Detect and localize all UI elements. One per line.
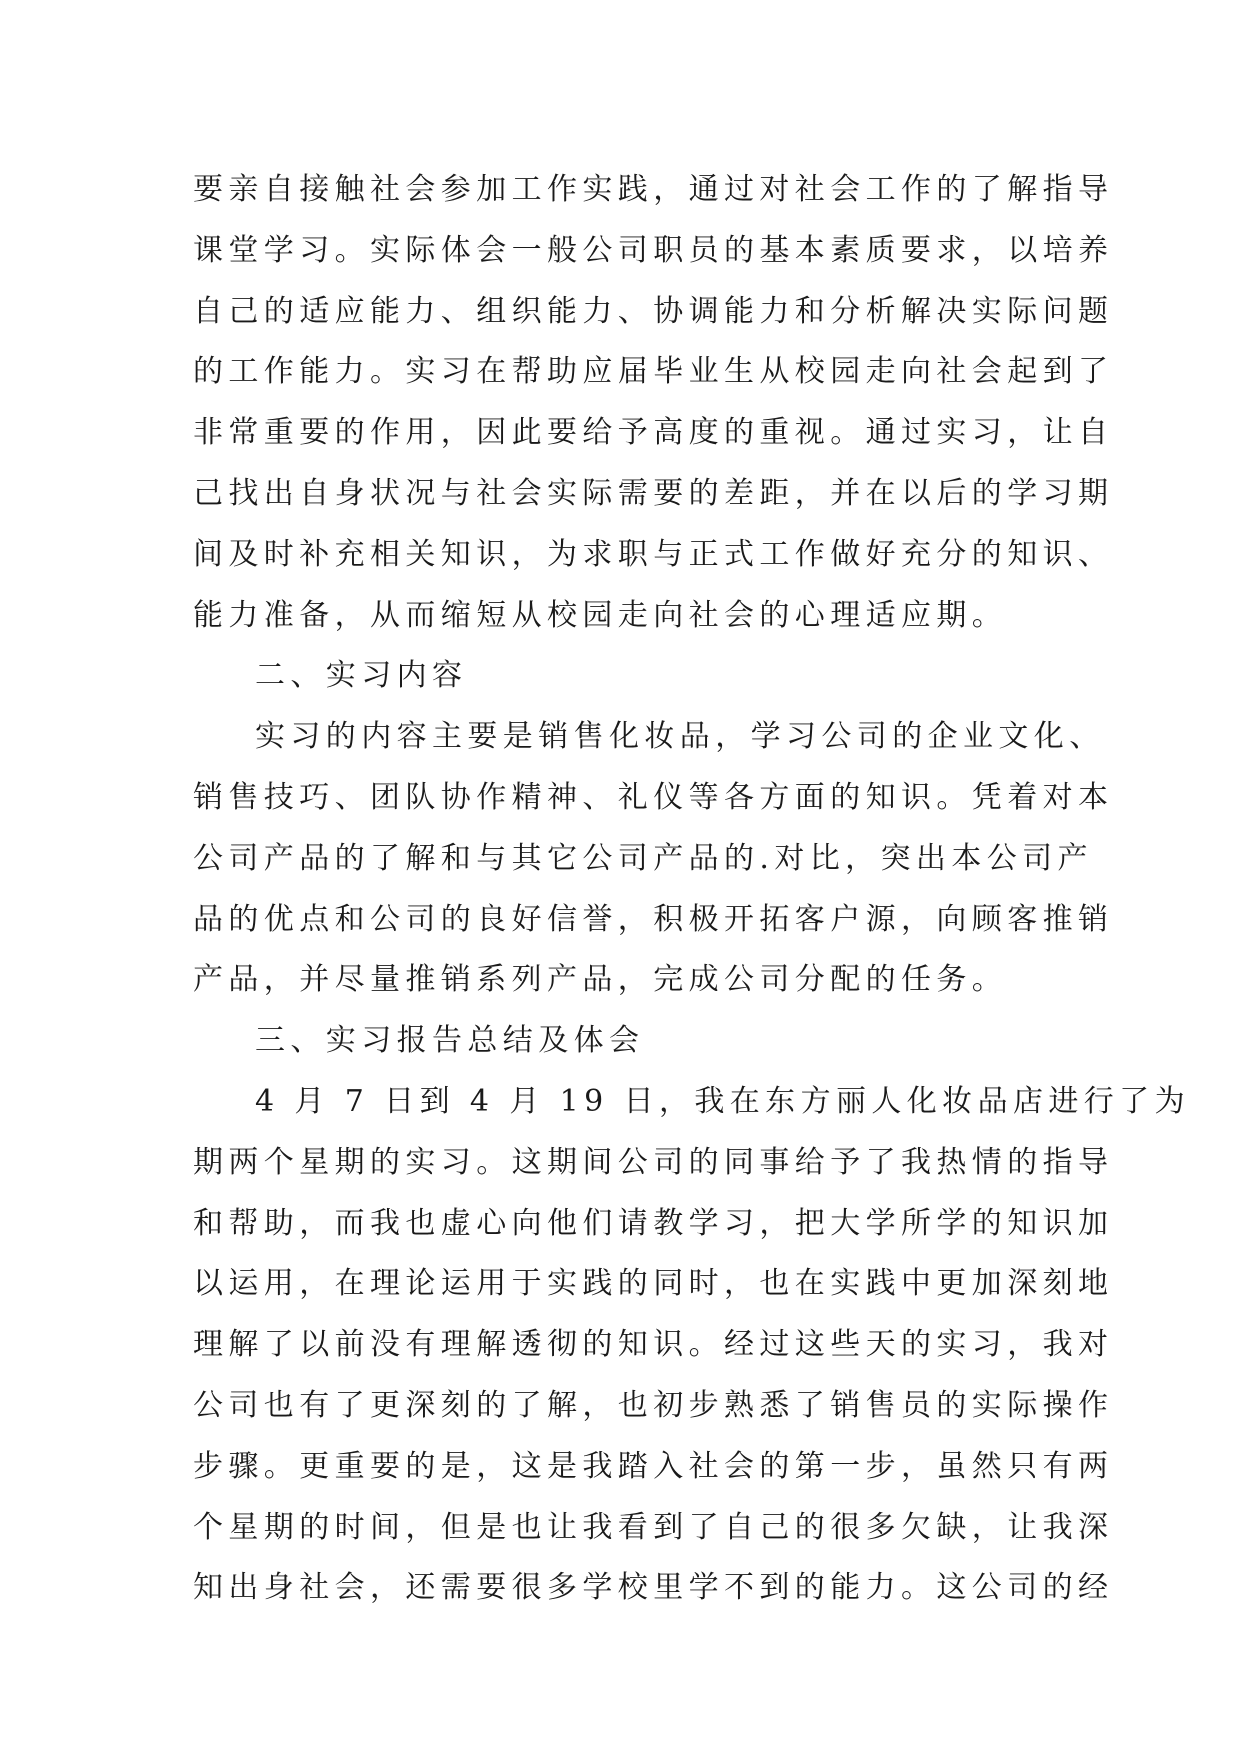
text-line: 要亲自接触社会参加工作实践，通过对社会工作的了解指导 [193,172,1114,207]
text-line: 理解了以前没有理解透彻的知识。经过这些天的实习，我对 [193,1327,1114,1363]
section-heading: 三、实习报告总结及体会 [255,1023,645,1059]
text-line: 的工作能力。实习在帮助应届毕业生从校园走向社会起到了 [193,354,1114,390]
text-line: 个星期的时间，但是也让我看到了自己的很多欠缺，让我深 [193,1509,1114,1545]
text-line: 知出身社会，还需要很多学校里学不到的能力。这公司的经 [193,1570,1114,1606]
text-line: 间及时补充相关知识，为求职与正式工作做好充分的知识、 [193,536,1114,572]
text-line: 期两个星期的实习。这期间公司的同事给予了我热情的指导 [193,1144,1114,1180]
body-text [193,160,1190,1619]
text-line: 和帮助，而我也虚心向他们请教学习，把大学所学的知识加 [193,1205,1114,1241]
text-line: 产品，并尽量推销系列产品，完成公司分配的任务。 [193,962,1008,998]
text-line: 4 月 7 日到 4 月 19 日，我在东方丽人化妆品店进行了为 [255,1083,1190,1119]
section-heading: 二、实习内容 [255,658,468,694]
text-line: 自己的适应能力、组织能力、协调能力和分析解决实际问题 [193,293,1114,329]
text-line: 己找出自身状况与社会实际需要的差距，并在以后的学习期 [193,475,1114,511]
text-line: 销售技巧、团队协作精神、礼仪等各方面的知识。凭着对本 [193,779,1114,815]
text-line: 步骤。更重要的是，这是我踏入社会的第一步，虽然只有两 [193,1448,1114,1484]
text-line: 品的优点和公司的良好信誉，积极开拓客户源，向顾客推销 [193,901,1114,937]
text-line: 公司产品的了解和与其它公司产品的.对比，突出本公司产 [193,840,1093,876]
text-line: 能力准备，从而缩短从校园走向社会的心理适应期。 [193,597,1008,633]
text-line: 课堂学习。实际体会一般公司职员的基本素质要求，以培养 [193,232,1114,268]
text-line: 实习的内容主要是销售化妆品，学习公司的企业文化、 [255,719,1105,755]
text-line: 公司也有了更深刻的了解，也初步熟悉了销售员的实际操作 [193,1387,1114,1423]
text-line: 以运用，在理论运用于实践的同时，也在实践中更加深刻地 [193,1266,1114,1302]
text-line: 非常重要的作用，因此要给予高度的重视。通过实习，让自 [193,415,1114,451]
